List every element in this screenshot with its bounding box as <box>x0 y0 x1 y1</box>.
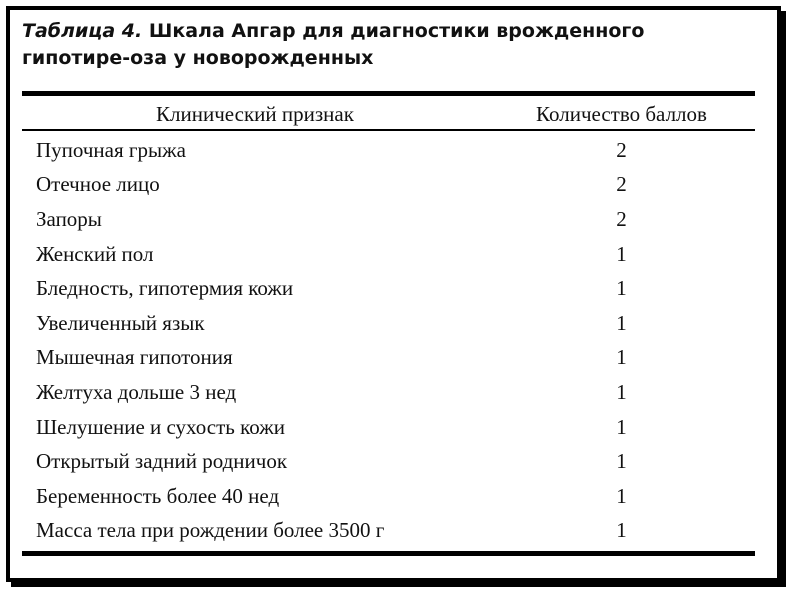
table-caption-label: Таблица 4. <box>22 20 143 42</box>
header-score: Количество баллов <box>536 101 707 126</box>
table-bottom-rule <box>22 551 755 556</box>
table-row <box>22 168 755 203</box>
row-sign: Отечное лицо <box>36 172 160 197</box>
row-score: 2 <box>616 206 627 231</box>
row-sign: Беременность более 40 нед <box>36 483 280 508</box>
row-score: 1 <box>616 345 627 370</box>
table-row <box>22 271 755 306</box>
table-row <box>22 341 755 376</box>
row-score: 1 <box>616 241 627 266</box>
row-score: 1 <box>616 518 627 543</box>
table-row <box>22 410 755 445</box>
row-score: 1 <box>616 310 627 335</box>
row-sign: Женский пол <box>36 241 154 266</box>
table-row <box>22 444 755 479</box>
table-row <box>22 375 755 410</box>
table-header-row <box>22 99 755 129</box>
row-score: 1 <box>616 276 627 301</box>
row-sign: Запоры <box>36 206 102 231</box>
row-sign: Увеличенный язык <box>36 310 205 335</box>
table-top-rule <box>22 91 755 96</box>
row-score: 2 <box>616 137 627 162</box>
table-row <box>22 202 755 237</box>
row-score: 2 <box>616 172 627 197</box>
row-score: 1 <box>616 449 627 474</box>
table-row <box>22 306 755 341</box>
row-score: 1 <box>616 483 627 508</box>
row-sign: Бледность, гипотермия кожи <box>36 276 294 301</box>
table-caption-text: Шкала Апгар для диагностики врожденного гипотире-оза у новорожденных <box>22 20 645 69</box>
row-sign: Мышечная гипотония <box>36 345 233 370</box>
apgar-table <box>22 99 755 548</box>
table-row <box>22 237 755 272</box>
row-sign: Шелушение и сухость кожи <box>36 414 285 439</box>
header-clinical-sign: Клинический признак <box>156 101 354 126</box>
table-row <box>22 129 755 168</box>
table-row <box>22 479 755 514</box>
row-score: 1 <box>616 414 627 439</box>
row-score: 1 <box>616 379 627 404</box>
row-sign: Масса тела при рождении более 3500 г <box>36 518 385 543</box>
row-sign: Открытый задний родничок <box>36 449 288 474</box>
table-row <box>22 514 755 549</box>
row-sign: Желтуха дольше 3 нед <box>36 379 237 404</box>
table-caption <box>22 18 752 72</box>
row-sign: Пупочная грыжа <box>36 137 186 162</box>
